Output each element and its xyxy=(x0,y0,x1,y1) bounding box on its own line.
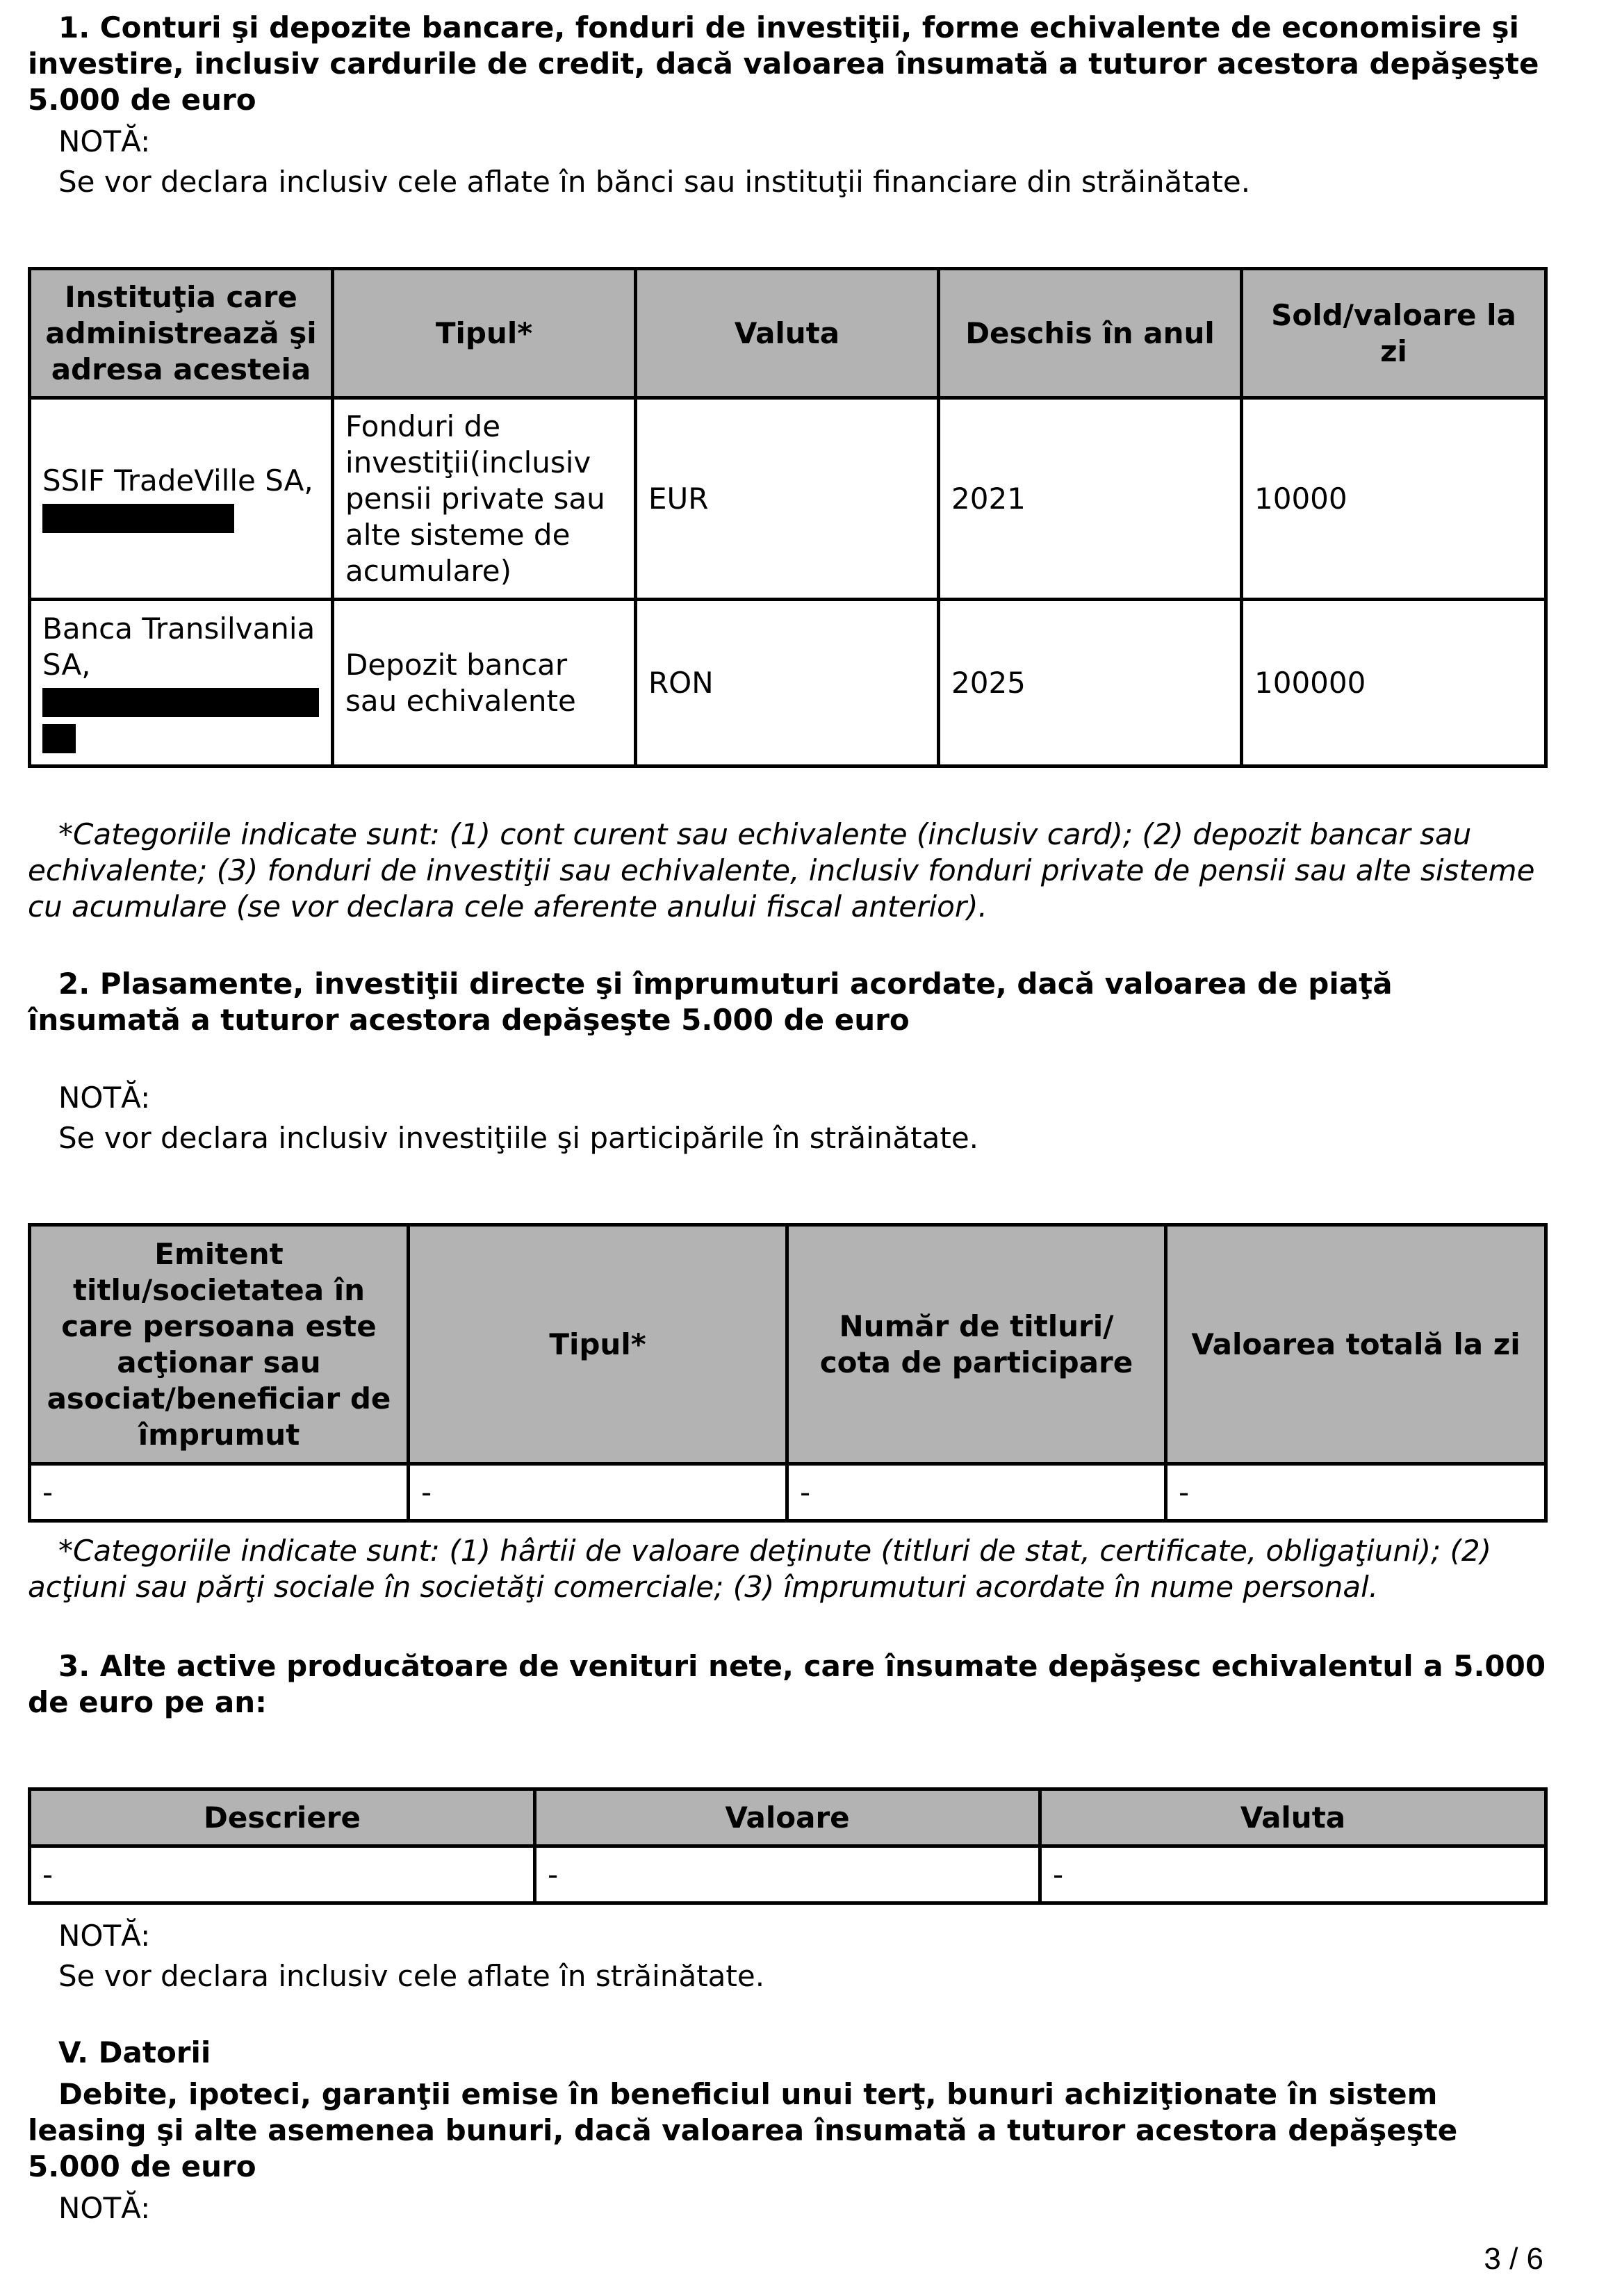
section2-heading: 2. Plasamente, investiţii directe şi împrumuturi acordate, dacă valoarea de piaţă însumată a tuturor acestora depăşeşte 5.000 de euro xyxy=(28,967,1393,1037)
section1-note-label: NOTĂ: xyxy=(58,124,151,158)
col-header-balance: Sold/valoare la zi xyxy=(1242,269,1546,398)
balance-cell: 100000 xyxy=(1242,600,1546,766)
col-header-issuer: Emitent titlu/societatea în care persoana este acţionar sau asociat/beneficiar de împrumut xyxy=(30,1225,409,1464)
section2-note-label: NOTĂ: xyxy=(58,1081,151,1115)
section3-heading: 3. Alte active producătoare de venituri nete, care însumate depăşesc echivalentul a 5.000 de euro pe an: xyxy=(28,1649,1546,1719)
page-number: 3 / 6 xyxy=(1484,2242,1543,2276)
section2-footnote: *Categoriile indicate sunt: (1) hârtii de valoare deţinute (titluri de stat, certificate, obligaţiuni); (2) acţiuni sau părţi sociale în societăţi comerciale; (3) împrumuturi acordate în nume personal. xyxy=(28,1534,1492,1604)
redaction-block xyxy=(42,504,234,533)
type-cell: Fonduri de investiţii(inclusiv pensii private sau alte sisteme de acumulare) xyxy=(333,398,636,600)
table-row xyxy=(30,600,1546,766)
col-header-currency: Valuta xyxy=(636,269,939,398)
table-row xyxy=(30,1846,1546,1903)
col-header-total-value: Valoarea totală la zi xyxy=(1166,1225,1546,1464)
securities-count-cell: - xyxy=(787,1464,1166,1521)
type-cell: - xyxy=(409,1464,787,1521)
col-header-description: Descriere xyxy=(30,1789,535,1846)
section3-note-text: Se vor declara inclusiv cele aflate în străinătate. xyxy=(58,1959,765,1993)
col-header-value: Valoare xyxy=(535,1789,1040,1846)
type-cell: Depozit bancar sau echivalente xyxy=(333,600,636,766)
issuer-cell: - xyxy=(30,1464,409,1521)
investments-table xyxy=(28,1223,1548,1523)
year-cell: 2025 xyxy=(939,600,1242,766)
col-header-opened-year: Deschis în anul xyxy=(939,269,1242,398)
col-header-institution: Instituţia care administrează şi adresa acesteia xyxy=(30,269,333,398)
col-header-type: Tipul* xyxy=(409,1225,787,1464)
section1-footnote: *Categoriile indicate sunt: (1) cont curent sau echivalente (inclusiv card); (2) depozit bancar sau echivalente; (3) fonduri de investiţii sau echivalente, inclusiv fonduri private de pensii sau alte sisteme cu acumulare (se vor declara cele aferente anului fiscal anterior). xyxy=(28,817,1535,924)
table-header-row xyxy=(30,1789,1546,1846)
total-value-cell: - xyxy=(1166,1464,1546,1521)
section2-note-text: Se vor declara inclusiv investiţiile şi participările în străinătate. xyxy=(58,1121,979,1155)
description-cell: - xyxy=(30,1846,535,1903)
currency-cell: EUR xyxy=(636,398,939,600)
section3-note-label: NOTĂ: xyxy=(58,1919,151,1953)
redaction-block xyxy=(42,724,76,753)
redaction-block xyxy=(42,688,319,717)
table-header-row xyxy=(30,1225,1546,1464)
table-row xyxy=(30,1464,1546,1521)
section5-note-label: NOTĂ: xyxy=(58,2191,151,2225)
section1-heading: 1. Conturi şi depozite bancare, fonduri de investiţii, forme echivalente de economisire şi investire, inclusiv cardurile de credit, dacă valoarea însumată a tuturor acestora depăşeşte 5.000 de euro xyxy=(28,10,1539,117)
col-header-currency: Valuta xyxy=(1040,1789,1546,1846)
currency-cell: - xyxy=(1040,1846,1546,1903)
section5-heading: Debite, ipoteci, garanţii emise în beneficiul unui terţ, bunuri achiziţionate în sistem leasing şi alte asemenea bunuri, dacă valoarea însumată a tuturor acestora depăşeşte 5.000 de euro xyxy=(28,2077,1458,2183)
year-cell: 2021 xyxy=(939,398,1242,600)
institution-name: Banca Transilvania SA, xyxy=(42,611,316,682)
bank-accounts-table xyxy=(28,267,1548,768)
table-row xyxy=(30,398,1546,600)
value-cell: - xyxy=(535,1846,1040,1903)
other-assets-table xyxy=(28,1787,1548,1905)
col-header-type: Tipul* xyxy=(333,269,636,398)
institution-name: SSIF TradeVille SA, xyxy=(42,463,313,498)
institution-cell xyxy=(30,600,333,766)
section1-note-text: Se vor declara inclusiv cele aflate în bănci sau instituţii financiare din străinătate. xyxy=(58,165,1251,199)
balance-cell: 10000 xyxy=(1242,398,1546,600)
col-header-securities-count: Număr de titluri/ cota de participare xyxy=(787,1225,1166,1464)
table-header-row xyxy=(30,269,1546,398)
section5-title: V. Datorii xyxy=(58,2035,211,2069)
institution-cell xyxy=(30,398,333,600)
currency-cell: RON xyxy=(636,600,939,766)
